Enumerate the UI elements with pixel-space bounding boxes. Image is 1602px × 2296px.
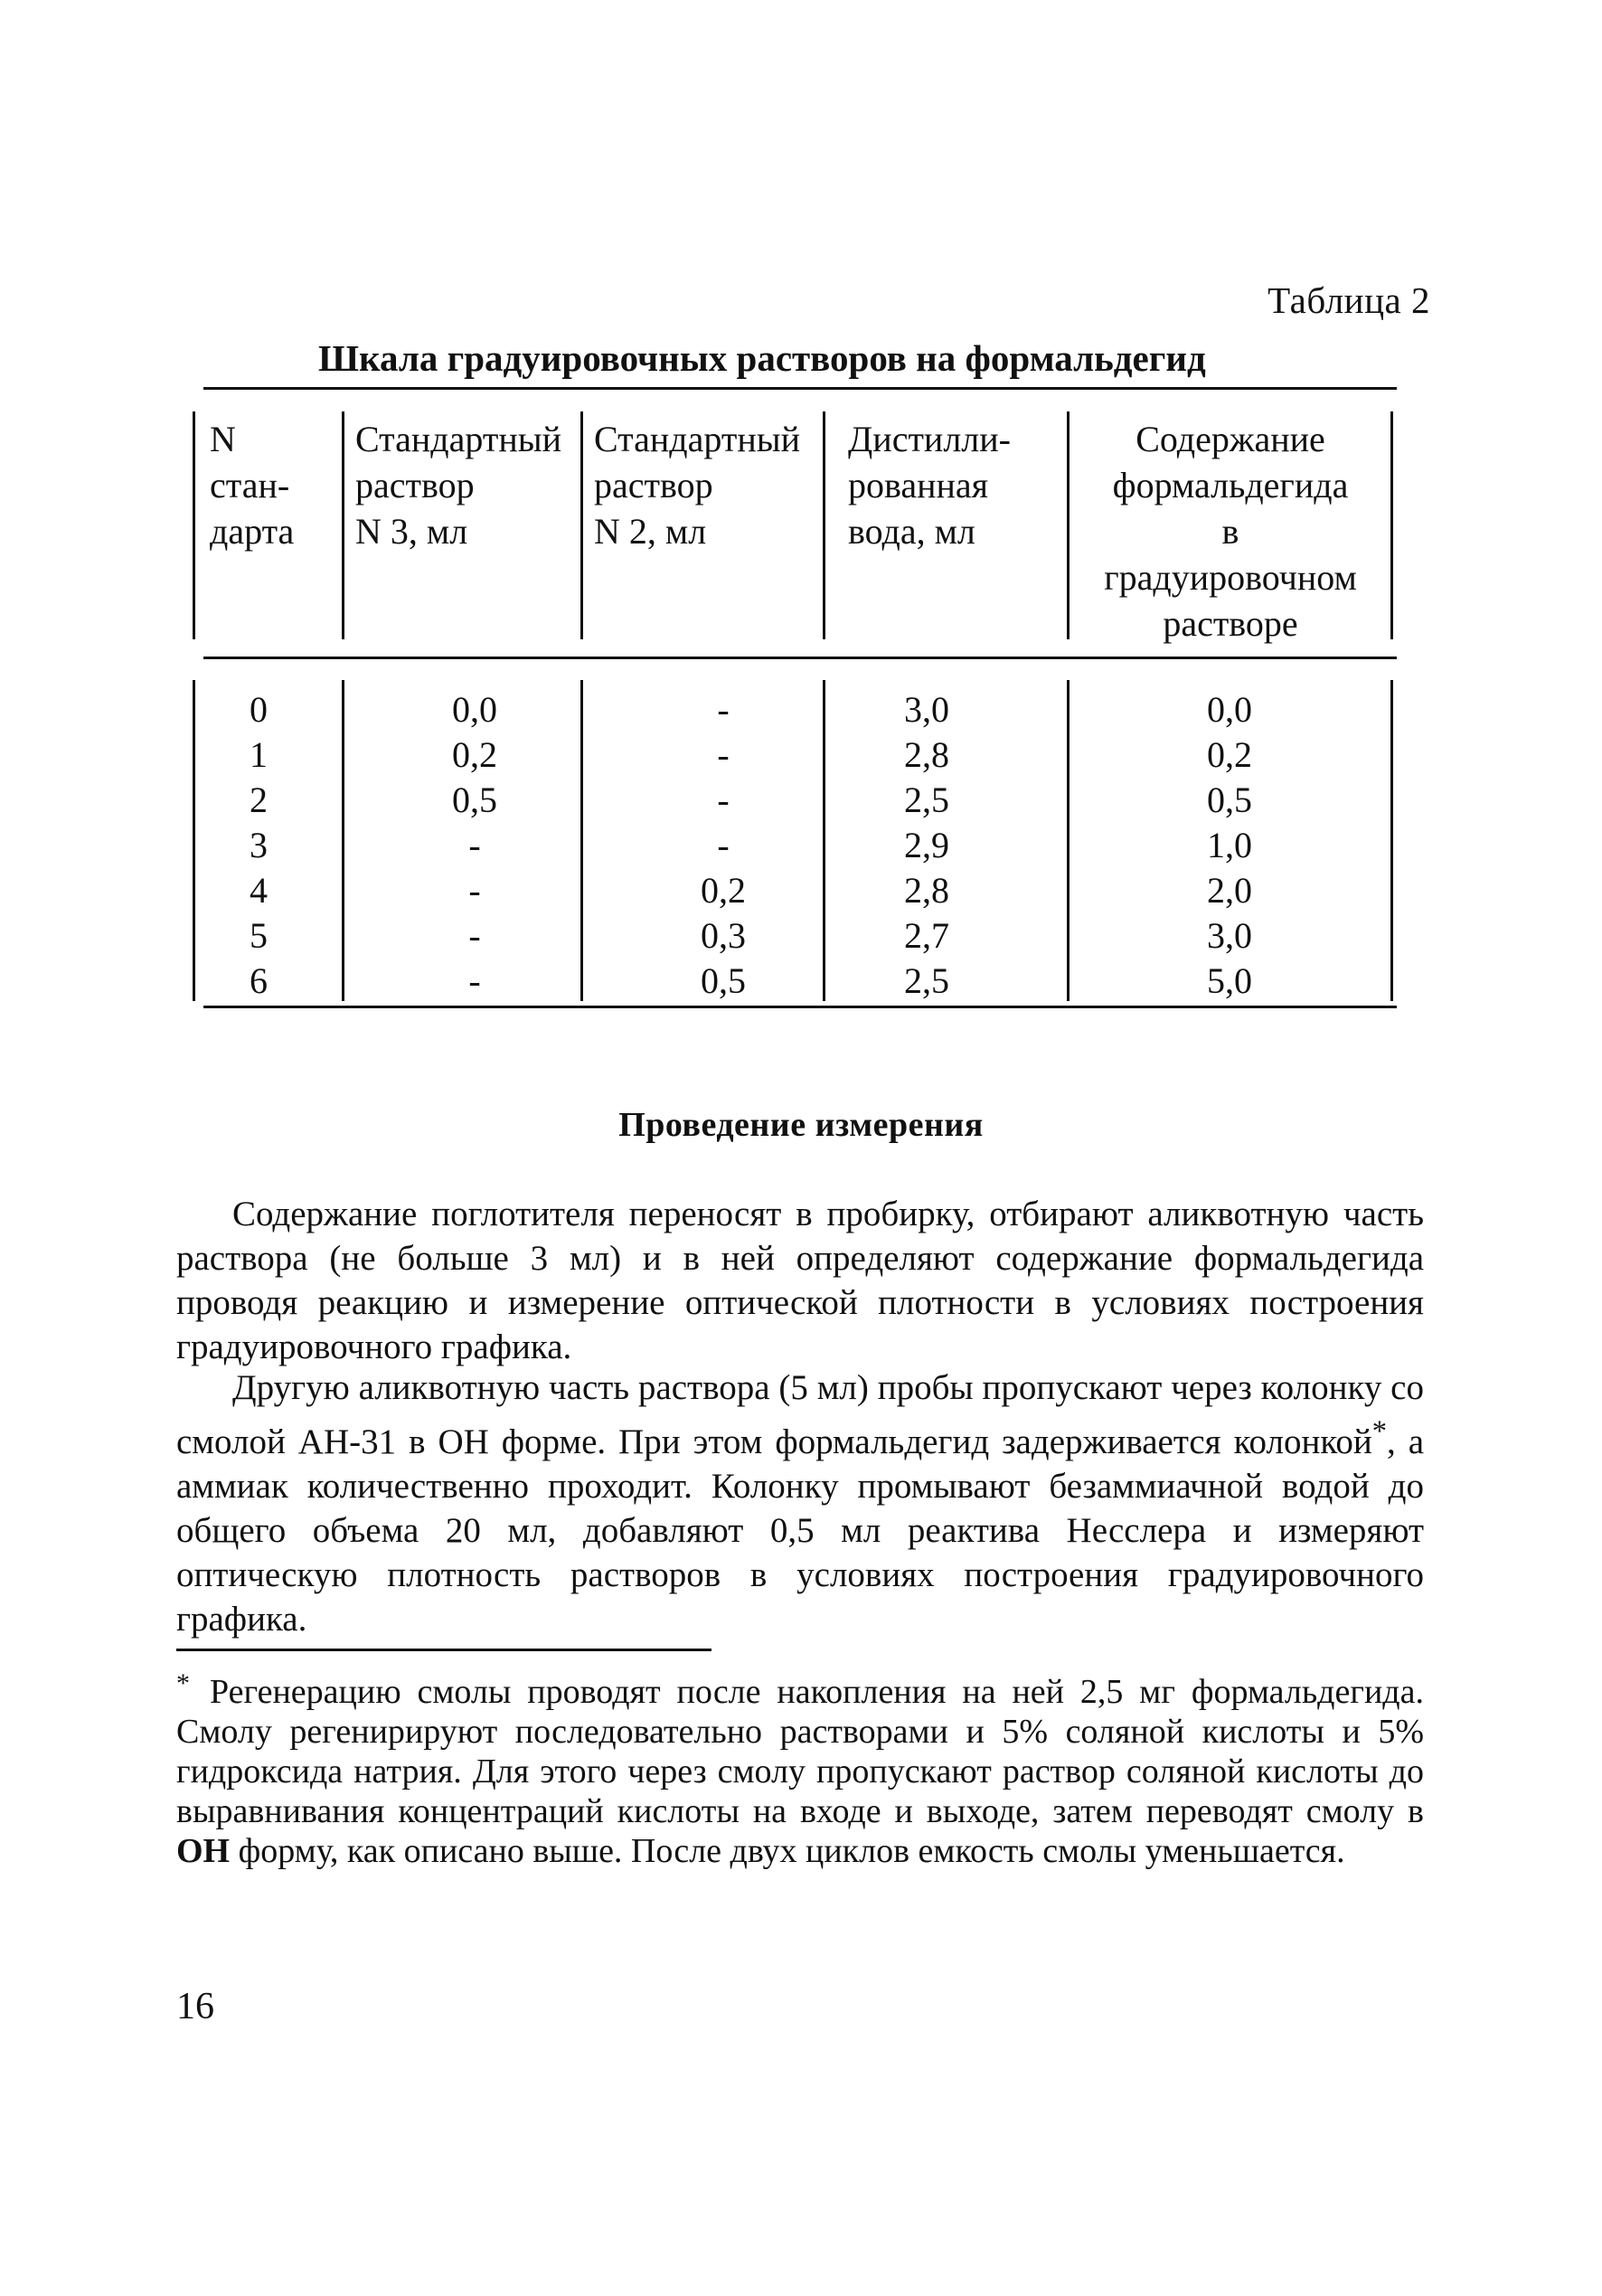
header-std2 [594,416,800,554]
body-divider-4 [1067,680,1070,1001]
table-cell: - [717,825,730,865]
column-content [1157,687,1302,1004]
table-bottom-rule [203,1006,1397,1008]
header-divider-3 [823,411,825,639]
table-cell: 0,5 [1207,780,1252,820]
header-line: в [1221,511,1239,552]
header-line: Содержание [1136,419,1325,459]
header-line: N 2, мл [594,511,707,552]
table-cell: - [717,734,730,775]
footnote-reference: * [1371,1415,1387,1448]
header-line: раствор [594,465,713,505]
table-cell: 5,0 [1207,960,1252,1001]
header-line: растворе [1163,603,1298,644]
header-divider-1 [342,411,344,639]
table-cell: 2,5 [904,960,949,1001]
header-std3 [355,416,561,554]
column-std3 [407,687,542,1004]
table-cell: 0,2 [1207,734,1252,775]
footnote-rule [176,1649,711,1651]
table-cell: 6 [250,960,268,1001]
table-cell: 4 [250,870,268,911]
table-cell: 1,0 [1207,825,1252,865]
header-line: N 3, мл [355,511,468,552]
table-top-rule [203,387,1397,390]
table-cell: 0,3 [701,915,746,956]
header-border-left [193,411,195,639]
header-content [1072,416,1389,647]
section-heading: Проведение измерения [618,1106,984,1144]
table-title: Шкала градуировочных растворов на формальдегид [318,337,1206,379]
table-cell: 5 [250,915,268,956]
table-cell: 3 [250,825,268,865]
column-water [859,687,994,1004]
header-divider-2 [580,411,583,639]
table-cell: 2,8 [904,870,949,911]
table-cell: 2,7 [904,915,949,956]
footnote-mark: * [176,1668,190,1698]
table-cell: 2 [250,780,268,820]
body-border-right [1390,680,1393,1001]
page-number: 16 [176,1986,214,2027]
header-line: градуировочном [1104,557,1357,598]
table-cell: 0 [250,689,268,730]
table-cell: - [717,689,730,730]
paragraph-2 [176,1365,1424,1641]
header-divider-4 [1067,411,1070,639]
header-line: N [210,419,236,459]
table-cell: 2,5 [904,780,949,820]
header-line: дарта [210,511,295,552]
table-cell: - [468,825,481,865]
header-line: раствор [355,465,475,505]
footnote-bold-term: ОН [176,1832,231,1870]
header-line: формальдегида [1112,465,1349,505]
header-line: стан- [210,465,290,505]
table-cell: 0,0 [452,689,497,730]
paragraph-2-tail: , а аммиак количественно проходит. Колонку промывают безаммиачной водой до общего объема 20 мл, добавляют 0,5 мл реактива Несслера и измеряют оптическую плотность растворов в условиях построения градуировочного графика. [176,1422,1424,1639]
header-water [848,416,1011,554]
header-line: Стандартный [594,419,801,459]
table-cell: 2,0 [1207,870,1252,911]
paragraph-2-text: Другую аликвотную часть раствора (5 мл) пробы пропускают через колонку со смолой АН-31 в ОН форме. При этом формальдегид задерживается колонкой [176,1368,1424,1461]
body-divider-3 [823,680,825,1001]
header-line: Дистилли- [848,419,1011,459]
table-cell: - [468,870,481,911]
table-cell: 2,8 [904,734,949,775]
header-line: вода, мл [848,511,975,552]
body-divider-1 [342,680,344,1001]
table-label: Таблица 2 [1267,279,1430,321]
footnote-text: Регенерацию смолы проводят после накопления на ней 2,5 мг формальдегида. Смолу регенирируют последовательно растворами и 5% соляной кислоты и 5% гидроксида натрия. Для этого через смолу пропускают раствор соляной кислоты до выравнивания концентраций кислоты на входе и выходе, затем переводят смолу в [176,1673,1424,1830]
paragraph-1: Содержание поглотителя переносят в пробирку, отбирают аликвотную часть раствора (не больше 3 мл) и в ней определяют содержание формальдегида проводя реакцию и измерение оптической плотности в условиях построения градуировочного графика. [176,1195,1424,1366]
column-std2 [655,687,791,1004]
footnote-text-end: форму, как описано выше. После двух циклов емкость смолы уменьшается. [238,1832,1345,1870]
table-cell: 3,0 [904,689,949,730]
table-cell: - [717,780,730,820]
header-n-standard [210,416,294,554]
table-cell: 0,0 [1207,689,1252,730]
body-divider-2 [580,680,583,1001]
column-n [195,687,322,1004]
table-cell: 0,2 [701,870,746,911]
table-cell: 0,5 [701,960,746,1001]
table-cell: 1 [250,734,268,775]
table-cell: 0,5 [452,780,497,820]
table-cell: - [468,915,481,956]
table-cell: - [468,960,481,1001]
header-line: рованная [848,465,989,505]
table-cell: 0,2 [452,734,497,775]
footnote [176,1664,1424,1871]
header-border-right [1390,411,1393,639]
header-line: Стандартный [355,419,562,459]
table-cell: 2,9 [904,825,949,865]
table-cell: 3,0 [1207,915,1252,956]
header-rule [203,657,1397,659]
